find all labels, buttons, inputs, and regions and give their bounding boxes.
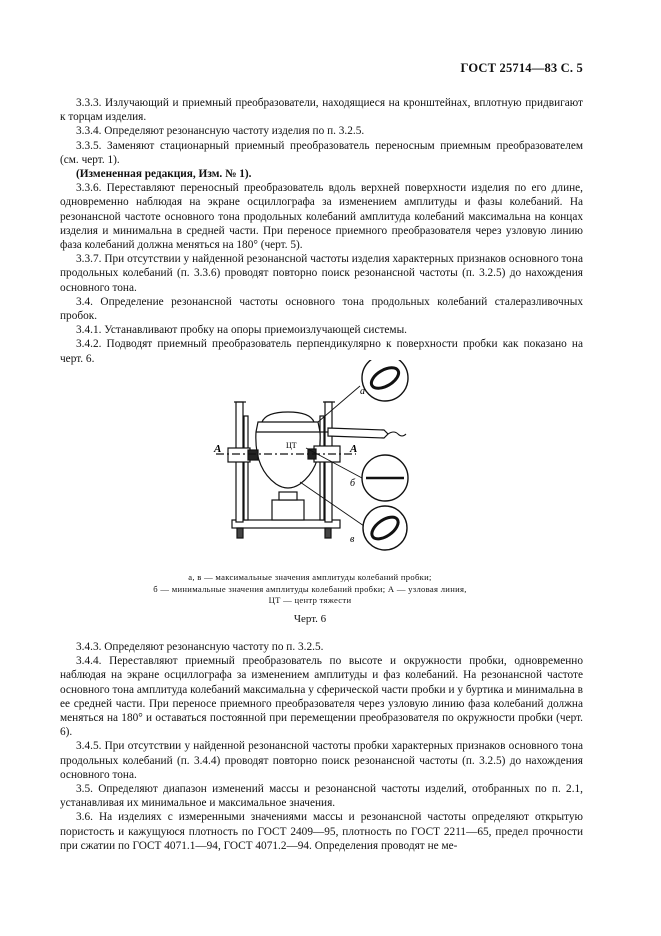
paragraph-3-6: 3.6. На изделиях с измеренными значениями массы и резонансной частоты определяют открытую пористость и кажущуюся плотность по ГОСТ 2409—95, плотность по ГОСТ 2211—65, предел прочности при сжатии по ГОСТ 4071.1—94, ГОСТ 4071.2—94. Определения проводят не ме- (60, 811, 583, 852)
pedestal (272, 500, 304, 520)
oscillogram-v (363, 506, 407, 550)
caption-line-2: б — минимальные значения амплитуды колебаний пробки; А — узловая линия, ЦТ — центр тяжести (153, 583, 467, 605)
stopper-collar (262, 412, 314, 422)
caption-line-1: а, в — максимальные значения амплитуды колебаний пробки; (188, 572, 432, 582)
label-b: б (350, 478, 356, 489)
bottom-text-block (60, 640, 583, 853)
figure-6-svg (180, 360, 420, 552)
paragraph-3-5: 3.5. Определяют диапазон изменений массы и резонансной частоты изделий, отобранных по п. 2.1, устанавливая их минимальное и максимальное значения. (60, 783, 583, 810)
amendment-note: (Измененная редакция, Изм. № 1). (76, 168, 252, 181)
paragraph-3-4-3: 3.4.3. Определяют резонансную частоту по п. 3.2.5. (76, 641, 324, 653)
figure-6-drawing (180, 360, 420, 552)
figure-caption (150, 572, 470, 607)
paragraph-3-4-5: 3.4.5. При отсутствии у найденной резонансной частоты пробки характерных признаков основного тона продольных колебаний (п. 3.4.4) проводят повторно поиск резонансной частоты (п. 3.2.5) до нахождения основного тона. (60, 740, 583, 781)
left-clamp (228, 448, 250, 462)
label-center: ЦТ (286, 441, 297, 450)
paragraph-3-4-1: 3.4.1. Устанавливают пробку на опоры приемоизлучающей системы. (76, 324, 407, 337)
right-foot (325, 528, 331, 538)
paragraph-3-3-7: 3.3.7. При отсутствии у найденной резонансной частоты изделия характерных признаков основного тона продольных колебаний (п. 3.3.6) проводят повторно поиск резонансной частоты (п. 3.2.5) до нахождения основного тона. (60, 253, 583, 294)
paragraph-3-3-6: 3.3.6. Переставляют переносный преобразователь вдоль верхней поверхности изделия по его длине, одновременно наблюдая на экране осциллографа за изменением амплитуды и фазы колебаний. На резонансной частоте основного тона продольных колебаний амплитуда колебаний максимальна на концах изделия и минимальна в средней части. При переносе приемного преобразователя через узловую линию фаза колебаний должна меняться на 180° (черт. 5). (60, 182, 583, 252)
label-section-left: А (214, 443, 222, 455)
label-section-right: А (350, 443, 358, 455)
paragraph-3-3-5: 3.3.5. Заменяют стационарный приемный преобразователь переносным приемным преобразователем (см. черт. 1). (60, 139, 583, 166)
figure-label: Черт. 6 (293, 613, 327, 625)
top-text-block (60, 96, 583, 366)
paragraph-3-3-3: 3.3.3. Излучающий и приемный преобразователи, находящиеся на кронштейнах, вплотную придвигают к торцам изделия. (60, 97, 583, 124)
oscillogram-a (362, 360, 408, 401)
paragraph-3-4-2: 3.4.2. Подводят приемный преобразователь перпендикулярно к поверхности пробки как показано на черт. 6. (60, 338, 583, 365)
paragraph-3-3-4: 3.3.4. Определяют резонансную частоту изделия по п. 3.2.5. (76, 125, 365, 138)
paragraph-3-4-4: 3.4.4. Переставляют приемный преобразователь по высоте и окружности пробки, одновременно наблюдая на экране осциллографа за изменением амплитуды и фаз колебаний. На резонансной частоте основного тона амплитуда колебаний максимальна у сферической части пробки и у буртика и минимальна в ее средней части. При переносе приемного преобразователя через узловую линию фаза колебаний должна меняться на 180° и оставаться постоянной при перемещении преобразователя по окружности пробки (черт. 6). (60, 655, 583, 739)
label-a: а (360, 386, 365, 397)
transducer-probe (328, 428, 388, 438)
page-header: ГОСТ 25714—83 С. 5 (460, 61, 583, 75)
label-v: в (350, 534, 355, 545)
left-foot (237, 528, 243, 538)
paragraph-3-4: 3.4. Определение резонансной частоты основного тона продольных колебаний сталеразливочных пробок. (60, 295, 583, 323)
base-plate (232, 520, 340, 528)
